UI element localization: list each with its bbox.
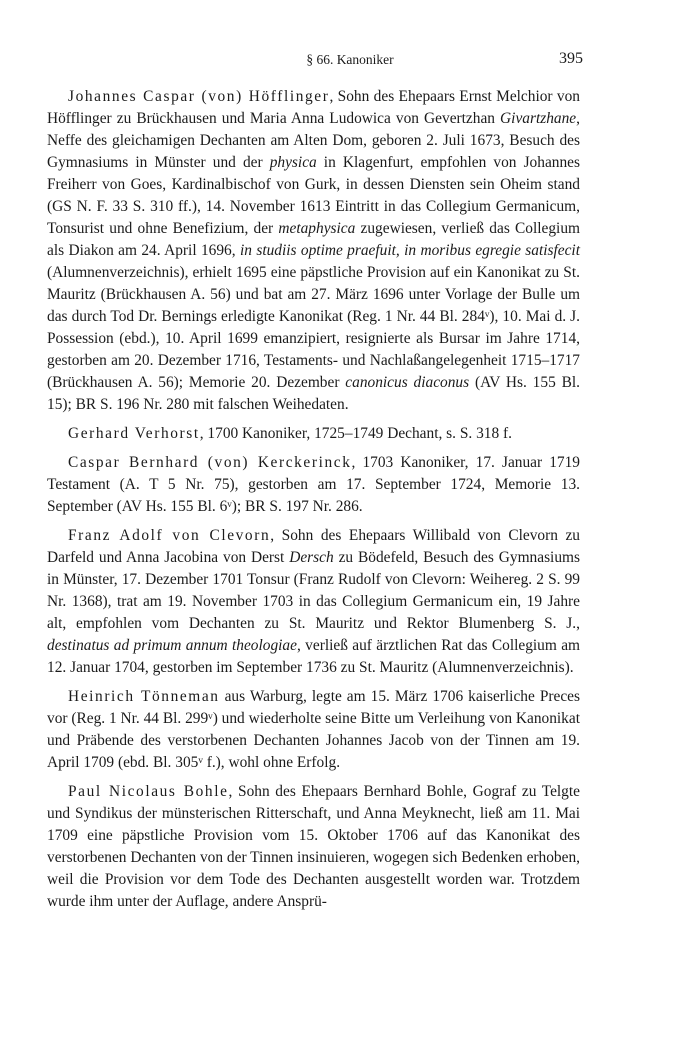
italic-text: canonicus diaconus [345,374,470,391]
entry-text: (AV Hs. 155 Bl. 15); BR S. 196 Nr. 280 mit falschen Weihedaten. [47,374,580,413]
entry-text: , Sohn des Ehepaars Ernst Melchior von Höfflinger zu Brückhausen und Maria Anna Ludowica von Gevertzhan [47,88,580,127]
running-head [0,50,700,72]
italic-text: metaphysica [278,220,356,237]
entry-text: , 1700 Kanoniker, 1725–1749 Dechant, s. S. 318 f. [199,425,513,442]
running-title: § 66. Kanoniker [306,52,394,67]
entry-text: , 1703 Kanoniker, 17. Januar 1719 Testament (A. T 5 Nr. 75), gestorben am 17. September 1724, Memorie 13. September (AV Hs. 155 Bl. 6ᵛ); BR S. 197 Nr. 286. [47,454,581,515]
entry-name: Heinrich Tönneman [68,688,220,705]
italic-text: in studiis optime praefuit, in moribus egregie satisfecit [239,242,580,259]
entry-paragraph [47,423,580,445]
body-text [47,86,580,920]
entry-text: , verließ auf ärztlichen Rat das Collegium am 12. Januar 1704, gestorben im September 1736 zu St. Mauritz (Alumnenverzeichnis). [47,637,580,676]
entry-name: Franz Adolf von Clevorn [68,527,271,544]
italic-text: Givartzhane [500,110,577,127]
entry-text: zugewiesen, verließ das Collegium als Diakon am 24. April 1696, [47,220,581,259]
entry-paragraph [47,686,580,774]
entry-paragraph [47,86,580,416]
entry-text: zu Bödefeld, Besuch des Gymnasiums in Münster, 17. Dezember 1701 Tonsur (Franz Rudolf von Clevorn: Weihereg. 2 S. 99 Nr. 1368), trat am 19. November 1703 in das Collegium Germanicum ein, 19 Jahre alt, empfohlen vom Dechanten zu St. Mauritz und Rektor Blumenberg S. J., [47,549,580,632]
italic-text: destinatus ad primum annum theologiae [47,637,297,654]
entry-paragraph [47,525,580,679]
entry-name: Caspar Bernhard (von) Kerckerinck [68,454,352,471]
entry-text: , Sohn des Ehepaars Willibald von Clevorn zu Darfeld und Anna Jacobina von Derst [47,527,580,566]
entry-name: Paul Nicolaus Bohle [68,783,229,800]
entry-name: Johannes Caspar (von) Höfflinger [68,88,330,105]
entry-name: Gerhard Verhorst [68,425,200,442]
italic-text: Dersch [289,549,334,566]
entry-text: (Alumnenverzeichnis), erhielt 1695 eine päpstliche Provision auf ein Kanonikat zu St. Mauritz (Brückhausen A. 56) und bat am 27. März 1696 unter Vorlage der Bulle um das durch Tod Dr. Bernings erledigte Kanonikat (Reg. 1 Nr. 44 Bl. 284ᵛ), 10. Mai d. J. Possession (ebd.), 10. April 1699 emanzipiert, resignierte als Bursar im Jahre 1714, gestorben am 20. Dezember 1716, Testaments- und Nachlaßangelegenheit 1715–1717 (Brückhausen A. 56); Memorie 20. Dezember [47,264,580,391]
entry-paragraph [47,781,580,913]
entry-text: , Neffe des gleichamigen Dechanten am Alten Dom, geboren 2. Juli 1673, Besuch des Gymnasiums in Münster und der [47,110,580,171]
italic-text: physica [269,154,317,171]
entry-text: in Klagenfurt, empfohlen von Johannes Freiherr von Goes, Kardinalbischof von Gurk, in dessen Diensten sein Oheim stand (GS N. F. 33 S. 310 ff.), 14. November 1613 Eintritt in das Collegium Germanicum, Tonsurist und ohne Benefizium, der [47,154,580,237]
entry-text: , Sohn des Ehepaars Bernhard Bohle, Gograf zu Telgte und Syndikus der münsterischen Ritterschaft, und Anna Meyknecht, ließ am 11. Mai 1709 eine päpstliche Provision vom 15. Oktober 1706 auf das Kanonikat des verstorbenen Dechanten von der Tinnen insinuieren, wogegen sich Bedenken erhoben, weil die Provision vor dem Tode des Dechanten ausgestellt worden war. Trotzdem wurde ihm unter der Auflage, andere Ansprü- [47,783,580,910]
page-number: 395 [559,50,583,67]
entry-text: aus Warburg, legte am 15. März 1706 kaiserliche Preces vor (Reg. 1 Nr. 44 Bl. 299ᵛ) und wiederholte seine Bitte um Verleihung von Kanonikat und Präbende des verstorbenen Dechanten Johannes Jacob von der Tinnen am 19. April 1709 (ebd. Bl. 305ᵛ f.), wohl ohne Erfolg. [47,688,580,771]
entry-paragraph [47,452,580,518]
